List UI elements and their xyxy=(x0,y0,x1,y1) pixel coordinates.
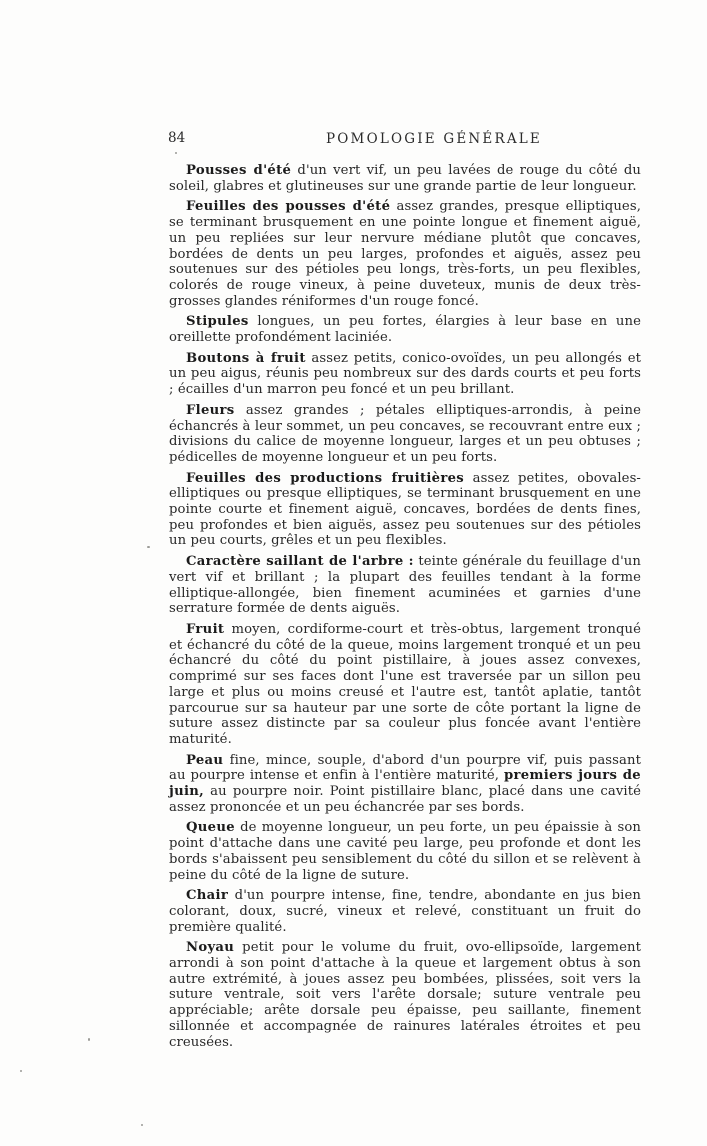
paragraph-lead: Stipules xyxy=(186,314,249,330)
paragraph-stipules xyxy=(169,314,641,345)
scan-speck xyxy=(175,152,177,154)
paragraph-lead: Caractère saillant de l'arbre : xyxy=(186,554,414,570)
paragraph-fruit xyxy=(169,622,641,748)
paragraph-pousses-ete xyxy=(169,163,641,194)
paragraph-fleurs xyxy=(169,403,641,466)
paragraph-text: assez grandes ; pétales elliptiques-arrondis, à peine échancrés à leur sommet, un peu concaves, se recouvrant entre eux ; divisions du calice de moyenne longueur, larges et un peu obtuses ; pédicelles de moyenne longueur et un peu forts. xyxy=(169,402,641,465)
paragraph-lead: Fleurs xyxy=(186,402,235,418)
paragraph-text: petit pour le volume du fruit, ovo-ellipsoïde, largement arrondi à son point d'attache à la queue et largement obtus à son autre extrémité, à joues assez peu bombées, plissées, soit vers la suture ventrale, soit vers l'arête dorsale; suture ventrale peu appréciable; arête dorsale peu épaisse, peu saillante, finement sillonnée et accompagnée de rainures latérales étroites et peu creusées. xyxy=(169,940,641,1050)
paragraph-lead: Queue xyxy=(186,820,235,836)
paragraph-chair xyxy=(169,888,641,935)
paragraph-lead: Feuilles des pousses d'été xyxy=(186,199,391,215)
running-title: POMOLOGIE GÉNÉRALE xyxy=(326,131,542,147)
scan-speck xyxy=(147,546,150,548)
page-number: 84 xyxy=(168,130,186,146)
paragraph-lead: Feuilles des productions fruitières xyxy=(186,470,465,486)
paragraph-text: assez petites, obovales-elliptiques ou presque elliptiques, se terminant brusquement en une pointe courte et finement aiguë, concaves, bordées de dents fines, peu profondes et bien aiguës, assez peu soutenues sur des pétioles un peu courts, grêles et un peu flexibles. xyxy=(169,470,641,549)
scan-speck xyxy=(88,1038,90,1041)
paragraph-text: de moyenne longueur, un peu forte, un peu épaissie à son point d'attache dans une cavité peu large, peu profonde et dont les bords s'abaissent peu sensiblement du côté du sillon et se relèvent à peine du côté de la ligne de suture. xyxy=(169,820,641,883)
paragraph-text: teinte générale du feuillage d'un vert vif et brillant ; la plupart des feuilles tendant à la forme elliptique-allongée, bien finement acuminées et garnies d'une serrature formée de dents aiguës. xyxy=(169,554,641,617)
paragraph-text: fine, mince, souple, d'abord d'un pourpre vif, puis passant au pourpre intense et enfin à l'entière maturité, xyxy=(169,752,641,784)
scan-speck xyxy=(20,1070,22,1072)
paragraph-text: assez petits, conico-ovoïdes, un peu allongés et un peu aigus, réunis peu nombreux sur des dards courts et peu forts ; écailles d'un marron peu foncé et un peu brillant. xyxy=(169,350,642,398)
paragraph-text: assez grandes, presque elliptiques, se terminant brusquement en une pointe longue et finement aiguë, un peu repliées sur leur nervure médiane plutôt que concaves, bordées de dents un peu larges, profondes et aiguës, assez peu soutenues sur des pétioles peu longs, très-forts, un peu flexibles, colorés de rouge vineux, à peine duveteux, munis de deux très-grosses glandes réniformes d'un rouge foncé. xyxy=(169,199,641,309)
paragraph-text: longues, un peu fortes, élargies à leur base en une oreillette profondément laciniée. xyxy=(169,314,641,346)
paragraph-lead: Pousses d'été xyxy=(186,163,292,178)
paragraph-text: au pourpre noir. Point pistillaire blanc, placé dans une cavité assez prononcée et un peu échancrée par ses bords. xyxy=(169,784,641,815)
paragraph-lead: Chair xyxy=(186,888,229,904)
scan-speck xyxy=(141,1124,143,1126)
paragraph-text: d'un vert vif, un peu lavées de rouge du côté du soleil, glabres et glutineuses sur une grande partie de leur longueur. xyxy=(169,163,641,194)
paragraph-text: moyen, cordiforme-court et très-obtus, largement tronqué et échancré du côté de la queue, moins largement tronqué et un peu échancré du côté du point pistillaire, à joues assez convexes, comprimé sur ses faces dont l'une est traversée par un sillon peu large et plus ou moins creusé et l'autre est, tantôt aplatie, tantôt parcourue sur sa hauteur par une sorte de côte portant la ligne de suture assez distincte par sa couleur plus foncée avant l'entière maturité. xyxy=(169,621,641,747)
paragraph-peau xyxy=(169,753,641,816)
paragraph-queue xyxy=(169,820,641,883)
paragraph-feuilles-productions xyxy=(169,471,641,550)
paragraph-caractere-saillant xyxy=(169,554,641,617)
paragraph-lead: Fruit xyxy=(186,621,225,637)
text-block xyxy=(169,163,641,1055)
paragraph-boutons-fruit xyxy=(169,351,641,398)
paragraph-lead: Peau xyxy=(186,752,224,768)
paragraph-feuilles-pousses xyxy=(169,199,641,309)
running-header xyxy=(0,130,707,152)
paragraph-noyau xyxy=(169,940,641,1050)
paragraph-text: d'un pourpre intense, fine, tendre, abondante en jus bien colorant, doux, sucré, vineux et relevé, constituant un fruit do première qualité. xyxy=(169,888,641,935)
paragraph-bold-date: premiers jours de juin, xyxy=(169,768,641,800)
paragraph-lead: Noyau xyxy=(186,940,235,956)
paragraph-lead: Boutons à fruit xyxy=(186,350,306,366)
